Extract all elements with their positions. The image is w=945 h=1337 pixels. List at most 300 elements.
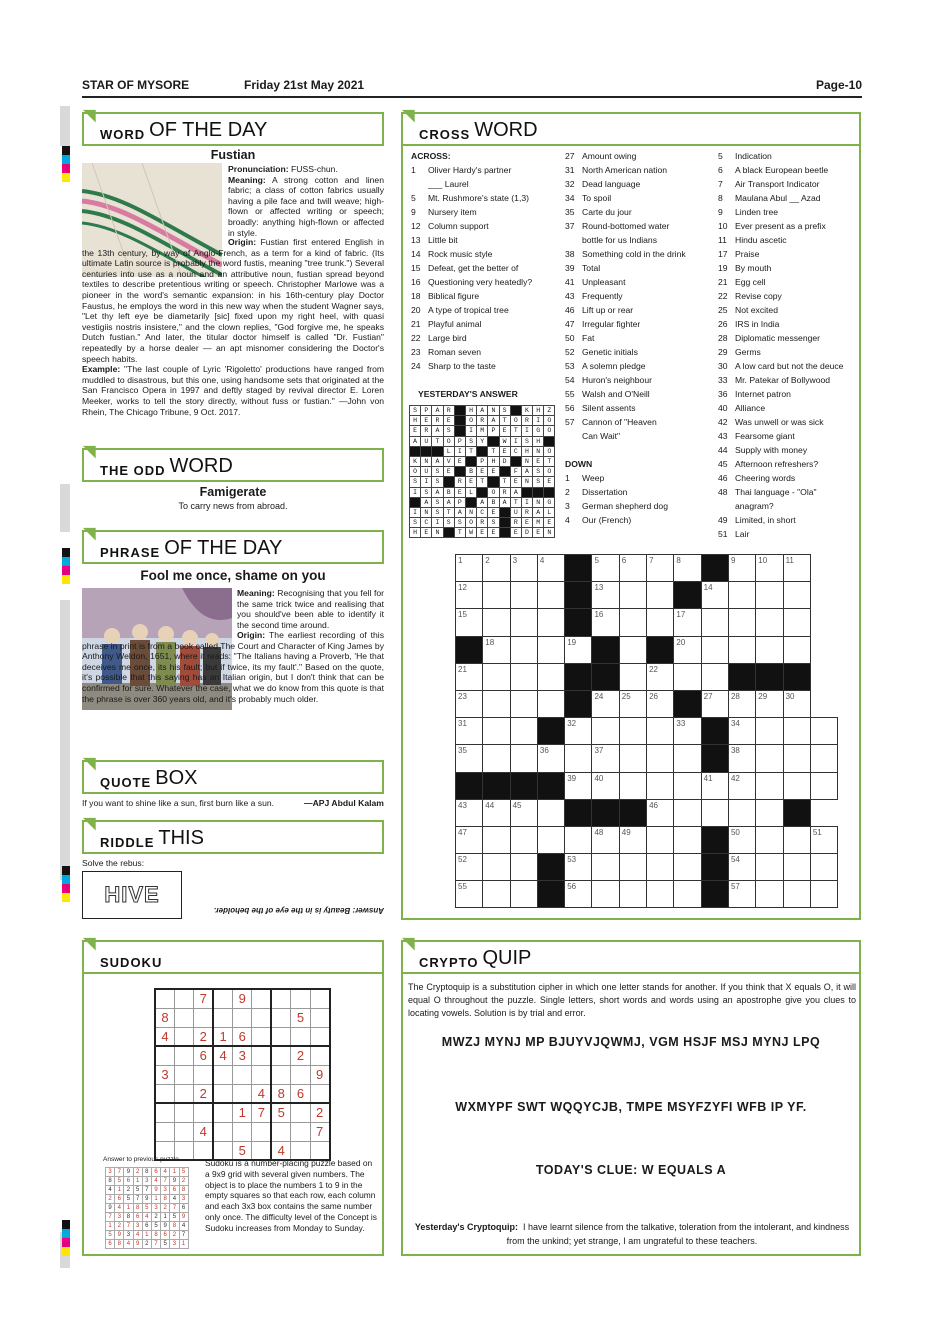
crossword-cell[interactable]: 41 xyxy=(701,772,728,799)
crossword-cell[interactable] xyxy=(810,881,837,908)
answer-cell: S xyxy=(533,477,544,487)
sudoku-cell[interactable]: 4 xyxy=(252,1084,271,1103)
crossword-cell[interactable] xyxy=(647,609,674,636)
answer-cell: E xyxy=(510,477,521,487)
crossword-cell[interactable] xyxy=(783,772,810,799)
answer-cell xyxy=(410,446,421,456)
cryptoquip-line-2: WXMYPF SWT WQQYCJB, TMPE MSYFZYFI WFB IP YF. xyxy=(455,1100,807,1114)
answer-cell xyxy=(488,477,499,487)
crossword-cell[interactable] xyxy=(619,718,646,745)
sudoku-answer-cell: 1 xyxy=(151,1195,160,1204)
sudoku-cell[interactable] xyxy=(310,1084,329,1103)
clue: 7 Air Transport Indicator xyxy=(718,179,820,189)
crossword-cell[interactable] xyxy=(783,881,810,908)
clue: 47 Irregular fighter xyxy=(565,319,641,329)
sudoku-cell[interactable] xyxy=(194,1103,213,1122)
crossword-cell[interactable] xyxy=(810,718,837,745)
sudoku-cell[interactable] xyxy=(174,1027,193,1046)
answer-cell: I xyxy=(465,426,476,436)
sudoku-answer-cell: 1 xyxy=(106,1222,115,1231)
sudoku-cell[interactable] xyxy=(291,989,310,1008)
answer-cell: E xyxy=(533,528,544,538)
sudoku-cell[interactable]: 4 xyxy=(155,1027,174,1046)
clue: 32 Dead language xyxy=(565,179,641,189)
sudoku-cell[interactable]: 4 xyxy=(213,1046,232,1065)
clue: 30 A low card but not the deuce xyxy=(718,361,844,371)
answer-cell: P xyxy=(488,426,499,436)
sudoku-cell[interactable] xyxy=(194,1065,213,1084)
crossword-cell[interactable]: 51 xyxy=(810,826,837,853)
crossword-cell[interactable]: 27 xyxy=(701,690,728,717)
sudoku-cell[interactable] xyxy=(310,989,329,1008)
crossword-cell[interactable] xyxy=(510,718,537,745)
crossword-cell[interactable]: 6 xyxy=(619,555,646,582)
answer-cell: O xyxy=(488,487,499,497)
crossword-cell[interactable]: 54 xyxy=(728,854,755,881)
crossword-cell[interactable] xyxy=(619,582,646,609)
crossword-cell[interactable] xyxy=(483,854,510,881)
crossword-cell[interactable]: 28 xyxy=(728,690,755,717)
sudoku-cell[interactable]: 5 xyxy=(233,1141,252,1160)
answer-cell: P xyxy=(477,456,488,466)
clue: 46 Lift up or rear xyxy=(565,305,634,315)
answer-cell: R xyxy=(521,416,532,426)
crossword-cell[interactable] xyxy=(619,745,646,772)
crossword-cell[interactable]: 48 xyxy=(592,826,619,853)
crossword-cell[interactable] xyxy=(756,718,783,745)
crossword-cell[interactable]: 24 xyxy=(592,690,619,717)
sudoku-cell[interactable] xyxy=(233,1008,252,1027)
sudoku-cell[interactable] xyxy=(174,1122,193,1141)
sudoku-cell[interactable]: 2 xyxy=(194,1084,213,1103)
sudoku-cell[interactable] xyxy=(213,1103,232,1122)
sudoku-cell[interactable] xyxy=(174,1103,193,1122)
sudoku-cell[interactable] xyxy=(174,1065,193,1084)
crossword-cell[interactable] xyxy=(619,772,646,799)
sudoku-cell[interactable] xyxy=(291,1122,310,1141)
crossword-cell[interactable]: 47 xyxy=(456,826,483,853)
crossword-cell[interactable]: 15 xyxy=(456,609,483,636)
crossword-cell[interactable]: 57 xyxy=(728,881,755,908)
answer-cell: T xyxy=(432,436,443,446)
crossword-cell[interactable] xyxy=(783,745,810,772)
sudoku-cell[interactable]: 7 xyxy=(194,989,213,1008)
crossword-cell[interactable] xyxy=(783,718,810,745)
sudoku-answer-cell: 7 xyxy=(133,1195,142,1204)
sudoku-cell[interactable] xyxy=(155,1084,174,1103)
answer-cell: A xyxy=(477,497,488,507)
crossword-cell[interactable] xyxy=(674,881,701,908)
sudoku-cell[interactable]: 3 xyxy=(155,1065,174,1084)
answer-cell: E xyxy=(421,416,432,426)
sudoku-answer-cell: 8 xyxy=(106,1177,115,1186)
answer-cell: O xyxy=(410,467,421,477)
clue: 37 Round-bottomed water xyxy=(565,221,670,231)
sudoku-cell[interactable] xyxy=(271,1122,290,1141)
sudoku-cell[interactable]: 7 xyxy=(310,1122,329,1141)
crossword-cell[interactable]: 10 xyxy=(756,555,783,582)
crossword-cell xyxy=(537,772,564,799)
sudoku-cell[interactable] xyxy=(155,1103,174,1122)
crossword-cell[interactable] xyxy=(565,826,592,853)
sudoku-cell[interactable] xyxy=(291,1065,310,1084)
sudoku-cell[interactable]: 7 xyxy=(252,1103,271,1122)
crossword-cell[interactable]: 25 xyxy=(619,690,646,717)
answer-cell: R xyxy=(477,416,488,426)
crossword-cell[interactable] xyxy=(783,582,810,609)
crossword-cell xyxy=(701,745,728,772)
crossword-cell[interactable] xyxy=(783,854,810,881)
crossword-cell[interactable]: 53 xyxy=(565,854,592,881)
sudoku-cell[interactable] xyxy=(174,1084,193,1103)
sudoku-answer-cell: 8 xyxy=(115,1240,124,1249)
crossword-cell[interactable] xyxy=(537,826,564,853)
sudoku-cell[interactable] xyxy=(155,1122,174,1141)
crossword-cell[interactable] xyxy=(701,663,728,690)
sudoku-cell[interactable] xyxy=(252,1065,271,1084)
sudoku-cell[interactable]: 8 xyxy=(155,1008,174,1027)
sudoku-cell[interactable] xyxy=(252,1046,271,1065)
crossword-cell[interactable] xyxy=(810,745,837,772)
crossword-cell[interactable]: 43 xyxy=(456,799,483,826)
crossword-cell[interactable] xyxy=(619,854,646,881)
crossword-cell[interactable] xyxy=(783,609,810,636)
crossword-cell[interactable] xyxy=(701,636,728,663)
crossword-cell[interactable] xyxy=(647,854,674,881)
clue: 28 Diplomatic messenger xyxy=(718,333,821,343)
registration-mark xyxy=(62,1229,70,1238)
sudoku-cell[interactable]: 2 xyxy=(194,1027,213,1046)
sudoku-cell[interactable] xyxy=(233,1084,252,1103)
crossword-cell[interactable] xyxy=(647,772,674,799)
crossword-cell[interactable] xyxy=(701,609,728,636)
answer-cell: S xyxy=(432,507,443,517)
crossword-cell[interactable]: 36 xyxy=(537,745,564,772)
sudoku-cell[interactable]: 9 xyxy=(310,1065,329,1084)
crossword-cell[interactable] xyxy=(647,718,674,745)
crossword-cell[interactable] xyxy=(674,663,701,690)
crossword-cell[interactable] xyxy=(728,609,755,636)
crossword-cell[interactable]: 19 xyxy=(565,636,592,663)
crossword-cell[interactable] xyxy=(619,609,646,636)
sudoku-cell[interactable]: 6 xyxy=(291,1084,310,1103)
sudoku-cell[interactable]: 5 xyxy=(291,1008,310,1027)
answer-cell xyxy=(510,456,521,466)
crossword-cell[interactable] xyxy=(483,881,510,908)
answer-cell: E xyxy=(488,467,499,477)
crossword-cell[interactable]: 34 xyxy=(728,718,755,745)
crossword-cell xyxy=(456,636,483,663)
sudoku-cell[interactable]: 4 xyxy=(194,1122,213,1141)
sudoku-cell[interactable]: 9 xyxy=(233,989,252,1008)
crossword-cell[interactable]: 3 xyxy=(510,555,537,582)
clue: 38 Something cold in the drink xyxy=(565,249,686,259)
sudoku-cell[interactable] xyxy=(310,1008,329,1027)
sudoku-cell[interactable] xyxy=(213,989,232,1008)
sudoku-cell[interactable]: 2 xyxy=(291,1046,310,1065)
sudoku-cell[interactable] xyxy=(213,1084,232,1103)
crossword-cell[interactable] xyxy=(728,636,755,663)
clue: 5 Indication xyxy=(718,151,772,161)
sudoku-cell[interactable]: 5 xyxy=(271,1103,290,1122)
crossword-cell[interactable]: 26 xyxy=(647,690,674,717)
crossword-cell[interactable]: 22 xyxy=(647,663,674,690)
crossword-cell[interactable] xyxy=(537,582,564,609)
answer-cell: O xyxy=(544,446,555,456)
registration-mark xyxy=(62,155,70,164)
answer-cell: N xyxy=(432,528,443,538)
crossword-cell[interactable] xyxy=(483,582,510,609)
registration-mark xyxy=(62,1238,70,1247)
sudoku-answer-cell: 6 xyxy=(161,1231,170,1240)
clue: 55 Walsh and O'Neill xyxy=(565,389,650,399)
crossword-cell[interactable] xyxy=(510,582,537,609)
crossword-cell[interactable] xyxy=(510,609,537,636)
crossword-cell[interactable] xyxy=(674,745,701,772)
sudoku-cell[interactable] xyxy=(271,1065,290,1084)
sudoku-cell[interactable] xyxy=(155,1046,174,1065)
odd-word-header: THE ODD WORD xyxy=(82,448,384,482)
crossword-cell[interactable]: 44 xyxy=(483,799,510,826)
crossword-cell[interactable] xyxy=(756,854,783,881)
sudoku-answer-cell: 3 xyxy=(142,1177,151,1186)
odd-word-meaning: To carry news from abroad. xyxy=(178,501,288,511)
crossword-cell[interactable]: 46 xyxy=(647,799,674,826)
crossword-cell[interactable]: 33 xyxy=(674,718,701,745)
crossword-cell[interactable]: 45 xyxy=(510,799,537,826)
clue: 16 Questioning very heatedly? xyxy=(411,277,533,287)
crossword-cell[interactable]: 4 xyxy=(537,555,564,582)
crossword-cell xyxy=(537,718,564,745)
sudoku-answer-cell: 2 xyxy=(124,1186,133,1195)
crossword-cell xyxy=(701,881,728,908)
sudoku-cell[interactable]: 4 xyxy=(271,1141,290,1160)
crossword-cell[interactable] xyxy=(537,609,564,636)
crossword-cell[interactable]: 30 xyxy=(783,690,810,717)
crossword-cell[interactable] xyxy=(783,826,810,853)
clue: 42 Was unwell or was sick xyxy=(718,417,824,427)
crossword-cell[interactable] xyxy=(483,745,510,772)
sudoku-cell[interactable] xyxy=(310,1027,329,1046)
sudoku-cell[interactable] xyxy=(252,1027,271,1046)
sudoku-answer-cell: 9 xyxy=(170,1177,179,1186)
crossword-cell[interactable] xyxy=(537,663,564,690)
crossword-cell[interactable] xyxy=(810,854,837,881)
crossword-cell[interactable] xyxy=(647,582,674,609)
crossword-cell[interactable]: 55 xyxy=(456,881,483,908)
sudoku-cell[interactable] xyxy=(194,1008,213,1027)
answer-cell: A xyxy=(488,416,499,426)
answer-cell xyxy=(454,467,465,477)
answer-cell: R xyxy=(510,518,521,528)
sudoku-cell[interactable] xyxy=(213,1065,232,1084)
crossword-cell[interactable] xyxy=(592,854,619,881)
crossword-cell[interactable] xyxy=(483,690,510,717)
sudoku-cell[interactable]: 6 xyxy=(194,1046,213,1065)
answer-cell: S xyxy=(521,436,532,446)
crossword-cell[interactable]: 56 xyxy=(565,881,592,908)
sudoku-cell[interactable] xyxy=(174,989,193,1008)
crossword-cell[interactable] xyxy=(674,772,701,799)
crossword-cell[interactable] xyxy=(810,772,837,799)
sudoku-cell[interactable] xyxy=(252,989,271,1008)
crossword-cell[interactable]: 42 xyxy=(728,772,755,799)
sudoku-cell[interactable] xyxy=(174,1008,193,1027)
crossword-cell[interactable] xyxy=(592,881,619,908)
answer-cell: I xyxy=(432,518,443,528)
registration-mark xyxy=(62,164,70,173)
crossword-cell[interactable] xyxy=(483,663,510,690)
crossword-cell[interactable] xyxy=(619,636,646,663)
crossword-cell[interactable]: 1 xyxy=(456,555,483,582)
crossword-cell[interactable] xyxy=(510,663,537,690)
crossword-cell[interactable]: 17 xyxy=(674,609,701,636)
crossword-cell[interactable]: 52 xyxy=(456,854,483,881)
crossword-cell[interactable]: 13 xyxy=(592,582,619,609)
sudoku-cell[interactable]: 8 xyxy=(271,1084,290,1103)
crossword-cell xyxy=(565,609,592,636)
crossword-cell[interactable]: 18 xyxy=(483,636,510,663)
crossword-cell[interactable] xyxy=(510,636,537,663)
crossword-cell[interactable] xyxy=(537,690,564,717)
crossword-cell[interactable] xyxy=(756,582,783,609)
sudoku-cell[interactable] xyxy=(233,1122,252,1141)
crossword-cell[interactable]: 29 xyxy=(756,690,783,717)
crossword-cell[interactable]: 9 xyxy=(728,555,755,582)
crossword-header: CROSS WORD xyxy=(401,112,861,146)
answer-cell: S xyxy=(488,518,499,528)
crossword-cell[interactable] xyxy=(756,826,783,853)
sudoku-cell[interactable] xyxy=(155,989,174,1008)
clue: 34 To spoil xyxy=(565,193,612,203)
sudoku-cell[interactable] xyxy=(271,989,290,1008)
sudoku-cell[interactable] xyxy=(174,1046,193,1065)
crossword-cell[interactable] xyxy=(537,799,564,826)
sudoku-answer-cell: 7 xyxy=(115,1168,124,1177)
crossword-cell[interactable]: 20 xyxy=(674,636,701,663)
crossword-cell[interactable]: 40 xyxy=(592,772,619,799)
sudoku-cell[interactable] xyxy=(213,1122,232,1141)
crossword-cell[interactable]: 50 xyxy=(728,826,755,853)
clue: 36 Internet patron xyxy=(718,389,791,399)
crossword-cell[interactable]: 38 xyxy=(728,745,755,772)
crossword-cell[interactable] xyxy=(647,745,674,772)
crossword-cell xyxy=(537,881,564,908)
crossword-cell[interactable] xyxy=(756,609,783,636)
sudoku-answer-cell: 5 xyxy=(124,1195,133,1204)
crossword-cell[interactable] xyxy=(756,881,783,908)
sudoku-answer-cell: 8 xyxy=(179,1186,188,1195)
crossword-cell[interactable]: 11 xyxy=(783,555,810,582)
sudoku-cell[interactable] xyxy=(213,1008,232,1027)
crossword-cell[interactable] xyxy=(510,881,537,908)
crossword-cell[interactable]: 21 xyxy=(456,663,483,690)
crossword-cell[interactable] xyxy=(728,582,755,609)
sudoku-cell[interactable] xyxy=(310,1046,329,1065)
crossword-cell[interactable] xyxy=(619,663,646,690)
crossword-cell[interactable] xyxy=(483,718,510,745)
sudoku-cell[interactable]: 6 xyxy=(233,1027,252,1046)
crossword-cell[interactable] xyxy=(756,772,783,799)
crossword-cell[interactable]: 8 xyxy=(674,555,701,582)
crossword-cell[interactable] xyxy=(756,745,783,772)
crossword-cell[interactable] xyxy=(756,636,783,663)
answer-cell: I xyxy=(410,507,421,517)
sudoku-grid xyxy=(154,988,331,1161)
crossword-cell[interactable]: 12 xyxy=(456,582,483,609)
crossword-cell[interactable] xyxy=(483,609,510,636)
crossword-cell[interactable] xyxy=(565,745,592,772)
crossword-cell[interactable] xyxy=(483,826,510,853)
answer-cell: D xyxy=(521,528,532,538)
sudoku-cell[interactable] xyxy=(291,1103,310,1122)
crossword-cell[interactable] xyxy=(756,799,783,826)
crossword-cell[interactable]: 16 xyxy=(592,609,619,636)
crossword-cell[interactable] xyxy=(674,826,701,853)
crossword-cell[interactable]: 35 xyxy=(456,745,483,772)
crossword-cell[interactable]: 5 xyxy=(592,555,619,582)
crossword-cell[interactable]: 32 xyxy=(565,718,592,745)
crossword-cell[interactable] xyxy=(674,799,701,826)
sudoku-cell[interactable]: 3 xyxy=(233,1046,252,1065)
crossword-cell[interactable]: 7 xyxy=(647,555,674,582)
crossword-cell[interactable] xyxy=(647,826,674,853)
sudoku-cell[interactable]: 1 xyxy=(233,1103,252,1122)
sudoku-cell[interactable] xyxy=(252,1008,271,1027)
crossword-cell[interactable]: 49 xyxy=(619,826,646,853)
answer-cell xyxy=(477,446,488,456)
sudoku-cell[interactable] xyxy=(291,1027,310,1046)
answer-cell: E xyxy=(465,477,476,487)
crossword-cell[interactable] xyxy=(592,718,619,745)
sudoku-cell[interactable] xyxy=(252,1122,271,1141)
crossword-cell[interactable] xyxy=(783,636,810,663)
sudoku-cell[interactable] xyxy=(271,1008,290,1027)
sudoku-cell[interactable] xyxy=(233,1065,252,1084)
crossword-cell[interactable]: 23 xyxy=(456,690,483,717)
answer-cell xyxy=(465,497,476,507)
crossword-cell[interactable]: 37 xyxy=(592,745,619,772)
crossword-cell[interactable] xyxy=(537,636,564,663)
crossword-cell[interactable] xyxy=(510,854,537,881)
crossword-cell[interactable] xyxy=(647,881,674,908)
answer-cell: A xyxy=(432,426,443,436)
clue: Can Wait" xyxy=(582,431,621,441)
crossword-cell[interactable] xyxy=(510,690,537,717)
crossword-cell[interactable] xyxy=(674,854,701,881)
sudoku-cell[interactable] xyxy=(271,1027,290,1046)
crossword-cell xyxy=(456,772,483,799)
sudoku-answer-cell: 4 xyxy=(161,1168,170,1177)
crossword-cell[interactable] xyxy=(510,745,537,772)
crossword-cell[interactable] xyxy=(701,799,728,826)
crossword-cell[interactable] xyxy=(728,799,755,826)
crossword-cell[interactable]: 14 xyxy=(701,582,728,609)
crossword-cell[interactable]: 31 xyxy=(456,718,483,745)
crossword-cell[interactable]: 39 xyxy=(565,772,592,799)
crossword-cell[interactable]: 2 xyxy=(483,555,510,582)
crossword-cell[interactable] xyxy=(510,826,537,853)
answer-cell xyxy=(421,446,432,456)
sudoku-cell[interactable]: 2 xyxy=(310,1103,329,1122)
crossword-cell[interactable] xyxy=(619,881,646,908)
crossword-cell xyxy=(783,799,810,826)
sudoku-cell[interactable]: 1 xyxy=(213,1027,232,1046)
sudoku-cell[interactable] xyxy=(271,1046,290,1065)
riddle-header: RIDDLE THIS xyxy=(82,820,384,854)
quote-header: QUOTE BOX xyxy=(82,760,384,794)
crossword-cell xyxy=(565,582,592,609)
